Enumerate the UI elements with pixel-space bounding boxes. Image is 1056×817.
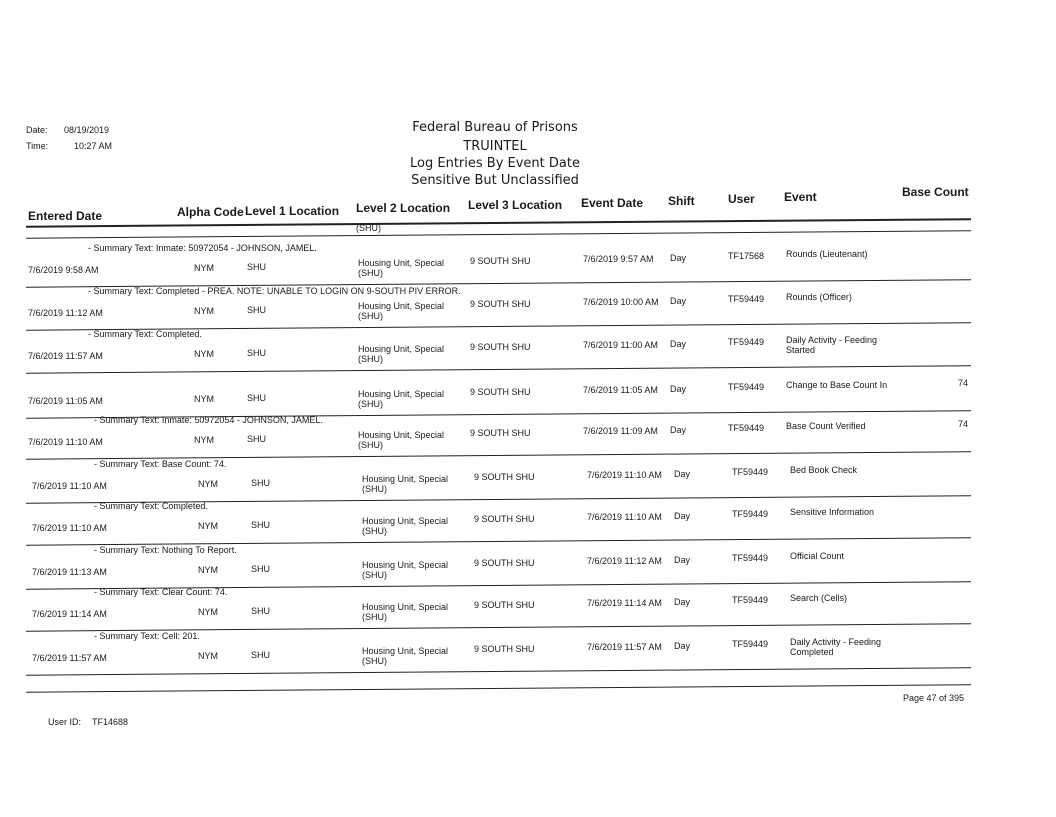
level2-cell: Housing Unit, Special (SHU) — [362, 602, 449, 622]
header-rule — [26, 218, 971, 227]
level3-cell: 9 SOUTH SHU — [470, 342, 531, 352]
level3-cell: 9 SOUTH SHU — [470, 387, 531, 397]
event-date-cell: 7/6/2019 11:14 AM — [587, 598, 662, 608]
col-entered-date: Entered Date — [28, 209, 103, 223]
event-cell: Bed Book Check — [790, 465, 858, 475]
shift-cell: Day — [674, 555, 691, 565]
col-base-count: Base Count — [902, 185, 969, 199]
user-cell: TF59449 — [728, 382, 765, 392]
event-date-cell: 7/6/2019 11:09 AM — [583, 426, 658, 436]
event-date-cell: 7/6/2019 11:05 AM — [583, 385, 658, 395]
page-number: Page 47 of 395 — [903, 693, 965, 703]
level2-cell: Housing Unit, Special (SHU) — [358, 258, 445, 278]
summary-text: - Summary Text: Completed. — [88, 329, 202, 339]
summary-text: - Summary Text: Completed. — [94, 501, 208, 511]
shift-cell: Day — [670, 296, 687, 306]
level1-cell: SHU — [247, 262, 267, 272]
shift-cell: Day — [674, 597, 691, 607]
user-cell: TF59449 — [728, 423, 765, 433]
level2-cell: Housing Unit, Special (SHU) — [358, 389, 445, 409]
row-divider — [26, 230, 971, 238]
date-value: 08/19/2019 — [64, 125, 110, 135]
row-divider — [26, 365, 971, 373]
entered-date-cell: 7/6/2019 9:58 AM — [28, 265, 99, 275]
level3-cell: 9 SOUTH SHU — [474, 472, 535, 482]
summary-text: - Summary Text: Clear Count: 74. — [94, 587, 228, 597]
event-date-cell: 7/6/2019 11:10 AM — [587, 512, 662, 522]
event-cell: Official Count — [790, 551, 844, 561]
footer-rule — [26, 684, 971, 692]
event-date-cell: 7/6/2019 11:00 AM — [583, 340, 658, 350]
time-value: 10:27 AM — [74, 141, 113, 151]
shift-cell: Day — [670, 384, 687, 394]
summary-text: - Summary Text: Completed - PREA. NOTE: UNABLE TO LOGIN ON 9-SOUTH PIV ERROR. — [88, 286, 461, 296]
alpha-code-cell: NYM — [194, 394, 214, 404]
col-level2: Level 2 Location — [356, 201, 451, 215]
report-system: TRUINTEL — [463, 139, 527, 154]
event-date-cell: 7/6/2019 10:00 AM — [583, 297, 659, 307]
shift-cell: Day — [674, 469, 691, 479]
alpha-code-cell: NYM — [194, 435, 214, 445]
user-cell: TF17568 — [728, 251, 765, 261]
entered-date-cell: 7/6/2019 11:10 AM — [28, 437, 103, 447]
time-label: Time: — [26, 141, 49, 151]
user-id-value: TF14688 — [92, 717, 129, 727]
shift-cell: Day — [670, 339, 687, 349]
level1-cell: SHU — [247, 305, 267, 315]
level3-cell: 9 SOUTH SHU — [474, 514, 535, 524]
user-cell: TF59449 — [728, 337, 765, 347]
level3-cell: 9 SOUTH SHU — [474, 644, 535, 654]
level3-cell: 9 SOUTH SHU — [470, 428, 531, 438]
col-level3: Level 3 Location — [468, 198, 563, 212]
level2-cell: Housing Unit, Special (SHU) — [362, 474, 449, 494]
user-id-label: User ID: — [48, 717, 82, 727]
alpha-code-cell: NYM — [198, 565, 218, 575]
entered-date-cell: 7/6/2019 11:12 AM — [28, 308, 103, 318]
col-level1: Level 1 Location — [245, 204, 340, 218]
alpha-code-cell: NYM — [198, 607, 218, 617]
event-cell: Daily Activity - Feeding Started — [786, 335, 878, 355]
entered-date-cell: 7/6/2019 11:10 AM — [32, 523, 107, 533]
col-alpha-code: Alpha Code — [177, 205, 244, 219]
event-date-cell: 7/6/2019 9:57 AM — [583, 254, 654, 264]
col-shift: Shift — [668, 194, 695, 208]
level3-cell: 9 SOUTH SHU — [474, 558, 535, 568]
summary-text: - Summary Text: Cell: 201. — [94, 631, 200, 641]
base-count-cell: 74 — [958, 419, 969, 429]
level1-cell: SHU — [251, 478, 271, 488]
user-cell: TF59449 — [732, 639, 769, 649]
user-cell: TF59449 — [728, 294, 765, 304]
entered-date-cell: 7/6/2019 11:13 AM — [32, 567, 107, 577]
event-cell: Change to Base Count In — [786, 380, 888, 390]
level3-cell: 9 SOUTH SHU — [470, 299, 531, 309]
user-cell: TF59449 — [732, 467, 769, 477]
report-classification: Sensitive But Unclassified — [411, 173, 579, 188]
alpha-code-cell: NYM — [194, 306, 214, 316]
shift-cell: Day — [670, 253, 687, 263]
report-title: Log Entries By Event Date — [410, 156, 580, 171]
col-user: User — [728, 192, 755, 206]
level2-cell: Housing Unit, Special (SHU) — [362, 646, 449, 666]
summary-text: - Summary Text: Base Count: 74. — [94, 459, 227, 469]
date-label: Date: — [26, 125, 48, 135]
level1-cell: SHU — [247, 348, 267, 358]
level2-cell: Housing Unit, Special (SHU) — [358, 301, 445, 321]
level3-cell: 9 SOUTH SHU — [470, 256, 531, 266]
base-count-cell: 74 — [958, 378, 969, 388]
user-cell: TF59449 — [732, 509, 769, 519]
level2-cell: Housing Unit, Special (SHU) — [358, 344, 445, 364]
col-event: Event — [784, 190, 817, 204]
level1-cell: SHU — [247, 393, 267, 403]
level2-cell: Housing Unit, Special (SHU) — [362, 516, 449, 536]
entered-date-cell: 7/6/2019 11:05 AM — [28, 396, 103, 406]
event-cell: Sensitive Information — [790, 507, 875, 517]
user-cell: TF59449 — [732, 553, 769, 563]
level2-cell: Housing Unit, Special (SHU) — [362, 560, 449, 580]
summary-text: - Summary Text: Inmate: 50972054 - JOHNSON, JAMEL. — [94, 415, 323, 425]
event-cell: Daily Activity - Feeding Completed — [790, 637, 882, 657]
summary-text: - Summary Text: Nothing To Report. — [94, 545, 237, 555]
shift-cell: Day — [674, 641, 691, 651]
entered-date-cell: 7/6/2019 11:57 AM — [28, 351, 103, 361]
event-date-cell: 7/6/2019 11:57 AM — [587, 642, 662, 652]
report-org: Federal Bureau of Prisons — [412, 120, 578, 135]
entered-date-cell: 7/6/2019 11:57 AM — [32, 653, 107, 663]
col-event-date: Event Date — [581, 196, 644, 210]
entered-date-cell: 7/6/2019 11:10 AM — [32, 481, 107, 491]
shift-cell: Day — [674, 511, 691, 521]
level1-cell: SHU — [251, 606, 271, 616]
event-cell: Base Count Verified — [786, 421, 866, 431]
level1-cell: SHU — [247, 434, 267, 444]
alpha-code-cell: NYM — [198, 479, 218, 489]
carryover-text: (SHU) — [356, 223, 381, 233]
event-cell: Rounds (Officer) — [786, 292, 852, 302]
level3-cell: 9 SOUTH SHU — [474, 600, 535, 610]
event-cell: Rounds (Lieutenant) — [786, 249, 868, 259]
alpha-code-cell: NYM — [198, 521, 218, 531]
entered-date-cell: 7/6/2019 11:14 AM — [32, 609, 107, 619]
level1-cell: SHU — [251, 520, 271, 530]
row-divider — [26, 667, 971, 675]
summary-text: - Summary Text: Inmate: 50972054 - JOHNSON, JAMEL. — [88, 243, 317, 253]
event-date-cell: 7/6/2019 11:12 AM — [587, 556, 662, 566]
event-date-cell: 7/6/2019 11:10 AM — [587, 470, 662, 480]
shift-cell: Day — [670, 425, 687, 435]
user-cell: TF59449 — [732, 595, 769, 605]
alpha-code-cell: NYM — [198, 651, 218, 661]
level1-cell: SHU — [251, 564, 271, 574]
event-cell: Search (Cells) — [790, 593, 848, 603]
alpha-code-cell: NYM — [194, 263, 214, 273]
level2-cell: Housing Unit, Special (SHU) — [358, 430, 445, 450]
alpha-code-cell: NYM — [194, 349, 214, 359]
level1-cell: SHU — [251, 650, 271, 660]
